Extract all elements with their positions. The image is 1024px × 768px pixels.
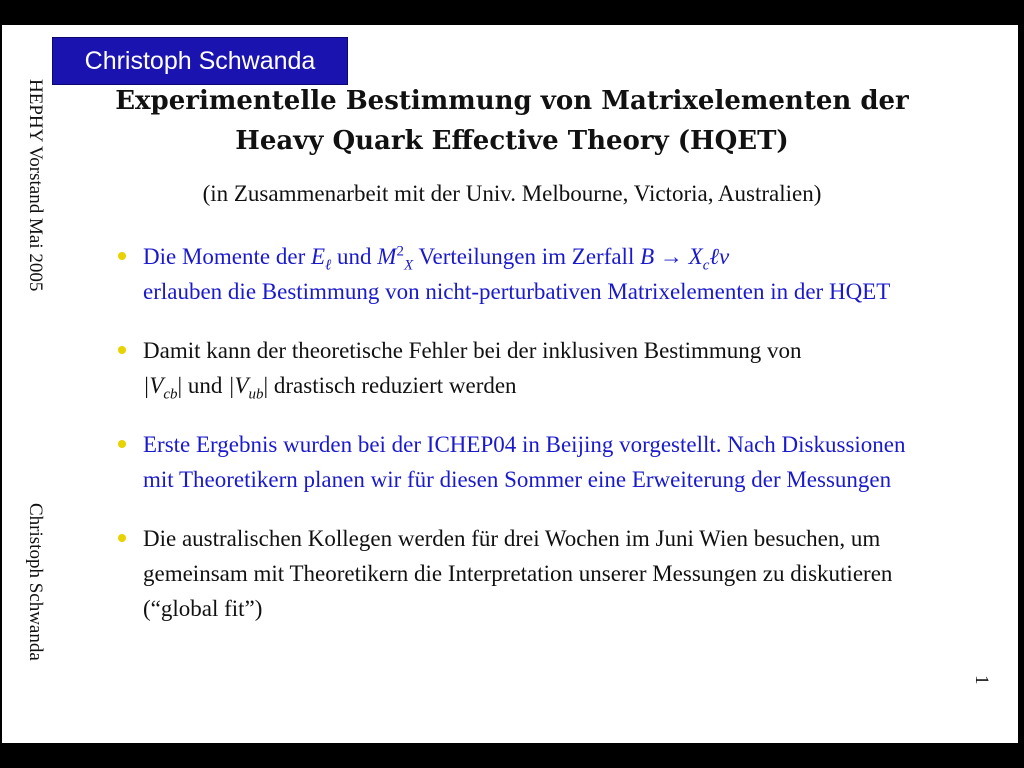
math-vub: |V xyxy=(228,373,249,398)
sidebar-author-label: Christoph Schwanda xyxy=(25,503,46,661)
bullet-dot-icon xyxy=(118,346,126,354)
bullet-list xyxy=(112,239,932,650)
page-title xyxy=(92,81,932,161)
math-vcb-end: | xyxy=(177,373,183,398)
author-tag: Christoph Schwanda xyxy=(52,37,348,85)
bullet-4-text: Die australischen Kollegen werden für drei Wochen im Juni Wien besuchen, um gemeinsam mit Theoretikern die Interpretation unserer Messungen zu diskutieren (“global fit”) xyxy=(143,526,893,621)
bullet-3-text: Erste Ergebnis wurden bei der ICHEP04 in Beijing vorgestellt. Nach Diskussionen mit Theoretikern planen wir für diesen Sommer eine Erweiterung der Messungen xyxy=(143,432,906,492)
bullet-1-text-b: und xyxy=(331,244,378,269)
subtitle: (in Zusammenarbeit mit der Univ. Melbourne, Victoria, Australien) xyxy=(202,181,822,206)
bullet-1-text-c: Verteilungen im Zerfall xyxy=(413,244,641,269)
math-decay: B → X xyxy=(640,244,703,269)
bullet-item-4 xyxy=(112,521,932,626)
math-vcb-sub: cb xyxy=(163,386,178,403)
math-e-sub: ℓ xyxy=(325,257,332,274)
page-number: 1 xyxy=(971,675,992,685)
slide xyxy=(2,25,1018,743)
bullet-2-text-a: Damit kann der theoretische Fehler bei der inklusiven Bestimmung von xyxy=(143,338,802,363)
math-m: M xyxy=(377,244,397,269)
math-vub-sub: ub xyxy=(248,386,264,403)
math-decay-end: ℓν xyxy=(709,244,730,269)
sidebar-event-label: HEPHY Vorstand Mai 2005 xyxy=(25,79,46,292)
title-line-2: Heavy Quark Effective Theory (HQET) xyxy=(235,126,789,156)
math-decay-sub: c xyxy=(702,257,710,274)
bullet-item-1 xyxy=(112,239,932,309)
bullet-2-text-c: drastisch reduziert werden xyxy=(268,373,517,398)
bullet-2-text-b: und xyxy=(182,373,229,398)
math-vcb: |V xyxy=(143,373,164,398)
bullet-dot-icon xyxy=(118,440,126,448)
bullet-item-2 xyxy=(112,333,932,403)
bullet-1-text-a: Die Momente der xyxy=(143,244,311,269)
math-m-sub: X xyxy=(403,257,414,274)
bullet-item-3 xyxy=(112,427,932,497)
math-vub-end: | xyxy=(263,373,269,398)
title-line-1: Experimentelle Bestimmung von Matrixelementen der xyxy=(115,86,909,116)
math-e: E xyxy=(310,244,326,269)
math-m-sup: 2 xyxy=(396,243,404,260)
bullet-dot-icon xyxy=(118,534,126,542)
bullet-1-text-d: erlauben die Bestimmung von nicht-perturbativen Matrixelementen in der HQET xyxy=(143,279,891,304)
bullet-dot-icon xyxy=(118,252,126,260)
